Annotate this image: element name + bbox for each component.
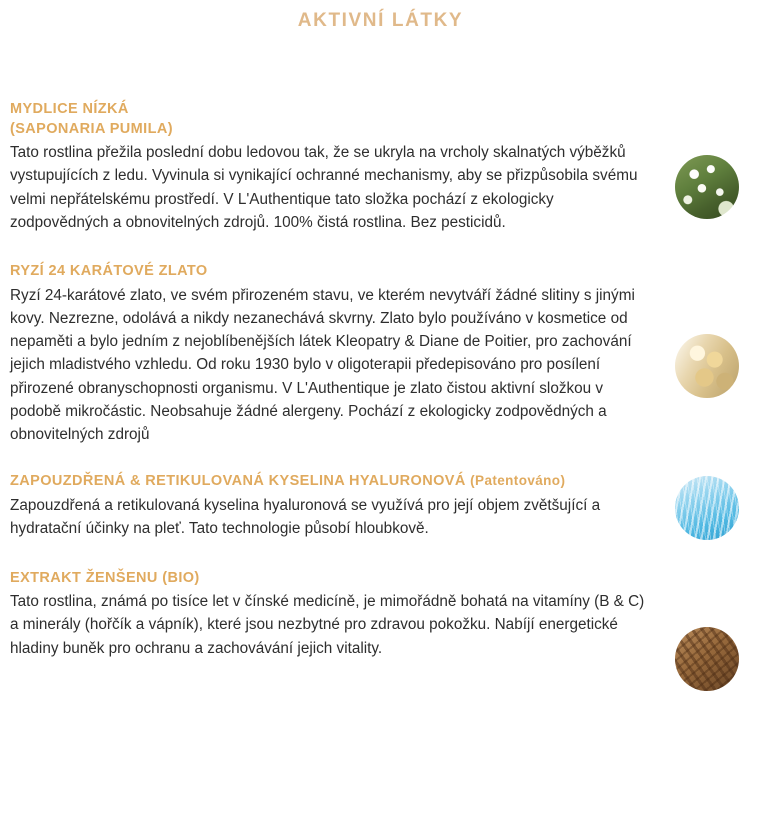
ingredient-body: Ryzí 24-karátové zlato, ve svém přirozeném stavu, ve kterém nevytváří žádné slitiny s jinými kovy. Nezrezne, odolává a nikdy nezanechává skvrny. Zlato bylo používáno v kosmetice od nepaměti a bylo jedním z nejoblíbenějších látek Kleopatry & Diane de Poitier, pro zachování jejich mladistvého vzhledu. Od roku 1930 bylo v oligoterapii předepisováno pro posílení přirozené obranyschopnosti organismu. V L'Authentique je zlato čistou aktivní složkou v podobě mikročástic. Neobsahuje žádné alergeny. Pochází z ekologicky zodpovědných a obnovitelných zdrojů <box>10 286 635 444</box>
ingredient-body: Tato rostlina, známá po tisíce let v čínské medicíně, je mimořádně bohatá na vitamíny (B & C) a minerály (hořčík a vápník), které jsou nezbytné pro zdravou pokožku. Nabíjí energetické hladiny buněk pro ochranu a zachovávání jejich vitality. <box>10 593 645 657</box>
soapwort-flowers-thumbnail <box>675 155 739 219</box>
ingredient-heading <box>10 472 745 492</box>
ginseng-roots-thumbnail <box>675 627 739 691</box>
ingredient-heading-line2: (SAPONARIA PUMILA) <box>10 120 173 137</box>
ingredient-heading-line1: RYZÍ 24 KARÁTOVÉ ZLATO <box>10 263 208 280</box>
ingredients-list <box>0 100 761 660</box>
ingredient-heading-line1: ZAPOUZDŘENÁ & RETIKULOVANÁ KYSELINA HYALURONOVÁ <box>10 473 466 490</box>
ingredient-heading <box>10 100 745 139</box>
ingredient-heading-line1: MYDLICE NÍZKÁ <box>10 101 129 117</box>
ingredient-section-ginseng <box>10 569 745 660</box>
ingredient-section-soapwort <box>10 100 745 234</box>
ingredient-heading <box>10 569 745 589</box>
ingredient-section-gold <box>10 262 745 446</box>
ingredient-section-hyaluronic-acid <box>10 472 745 540</box>
gold-flakes-thumbnail <box>675 334 739 398</box>
ingredient-heading-suffix: (Patentováno) <box>470 473 566 489</box>
ingredient-body: Zapouzdřená a retikulovaná kyselina hyaluronová se využívá pro její objem zvětšující a hydratační účinky na pleť. Tato technologie působí hloubkově. <box>10 497 601 538</box>
water-texture-thumbnail <box>675 476 739 540</box>
ingredient-heading-line1: EXTRAKT ŽENŠENU (BIO) <box>10 569 200 586</box>
page-title: AKTIVNÍ LÁTKY <box>297 10 464 31</box>
ingredient-heading <box>10 262 745 282</box>
ingredient-body: Tato rostlina přežila poslední dobu ledovou tak, že se ukryla na vrcholy skalnatých výběžků vystupujících z ledu. Vyvinula si vynikající ochranné mechanismy, aby se přizpůsobila svému velmi nepřátelskému prostředí. V L'Authentique tato složka pochází z ekologicky zodpovědných a obnovitelných zdrojů. 100% čistá rostlina. Bez pesticidů. <box>10 144 638 231</box>
